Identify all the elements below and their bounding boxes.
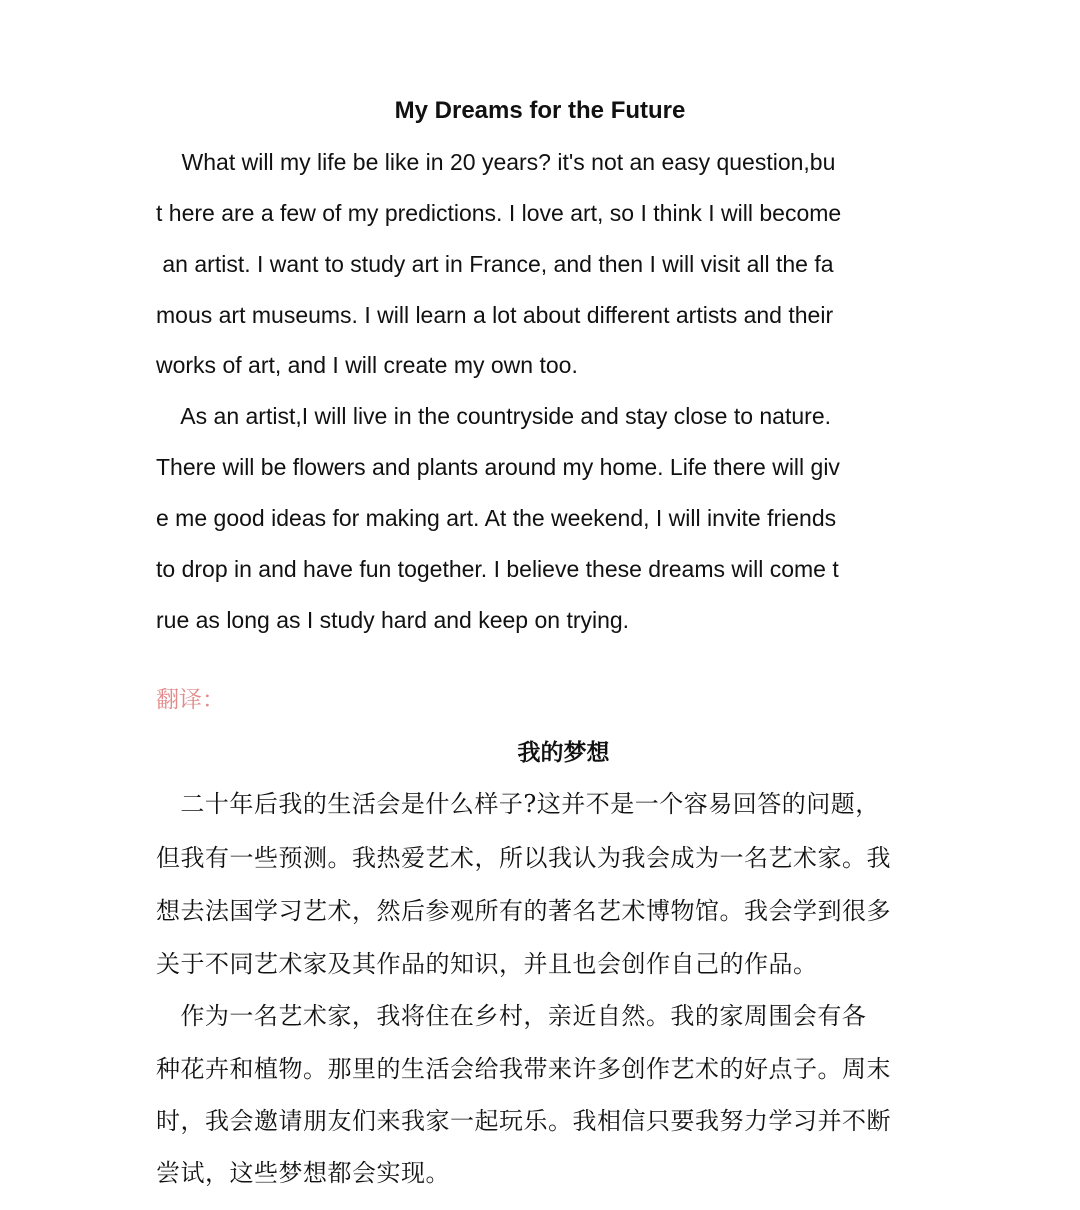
essay-line: an artist. I want to study art in France, and then I will visit all the fa — [156, 251, 834, 277]
essay-line: t here are a few of my predictions. I love art, so I think I will become — [156, 200, 842, 226]
essay-title: My Dreams for the Future — [394, 97, 686, 124]
translation-line: 关于不同艺术家及其作品的知识，并且也会创作自己的作品。 — [156, 950, 818, 978]
essay-line: to drop in and have fun together. I believe these dreams will come t — [156, 556, 839, 582]
translation-label: 翻译： — [156, 687, 225, 713]
translation-line: 作为一名艺术家，我将住在乡村，亲近自然。我的家周围会有各 — [156, 1002, 867, 1030]
translation-line: 二十年后我的生活会是什么样子?这并不是一个容易回答的问题， — [156, 790, 880, 818]
translation-line: 想去法国学习艺术，然后参观所有的著名艺术博物馆。我会学到很多 — [156, 897, 891, 925]
essay-line: mous art museums. I will learn a lot about different artists and their — [156, 302, 834, 328]
essay-line: works of art, and I will create my own too. — [156, 352, 578, 378]
essay-line: As an artist,I will live in the countryside and stay close to nature. — [156, 403, 831, 429]
translation-line: 种花卉和植物。那里的生活会给我带来许多创作艺术的好点子。周末 — [156, 1055, 891, 1083]
essay-line: What will my life be like in 20 years? it's not an easy question,bu — [156, 149, 836, 175]
essay-line: There will be flowers and plants around my home. Life there will giv — [156, 454, 840, 480]
essay-line: e me good ideas for making art. At the weekend, I will invite friends — [156, 505, 837, 531]
translation-line: 尝试，这些梦想都会实现。 — [156, 1159, 450, 1187]
translation-line: 时，我会邀请朋友们来我家一起玩乐。我相信只要我努力学习并不断 — [156, 1107, 891, 1135]
translation-line: 但我有一些预测。我热爱艺术，所以我认为我会成为一名艺术家。我 — [156, 844, 891, 872]
essay-line: rue as long as I study hard and keep on trying. — [156, 607, 630, 633]
translation-title: 我的梦想 — [517, 739, 610, 766]
